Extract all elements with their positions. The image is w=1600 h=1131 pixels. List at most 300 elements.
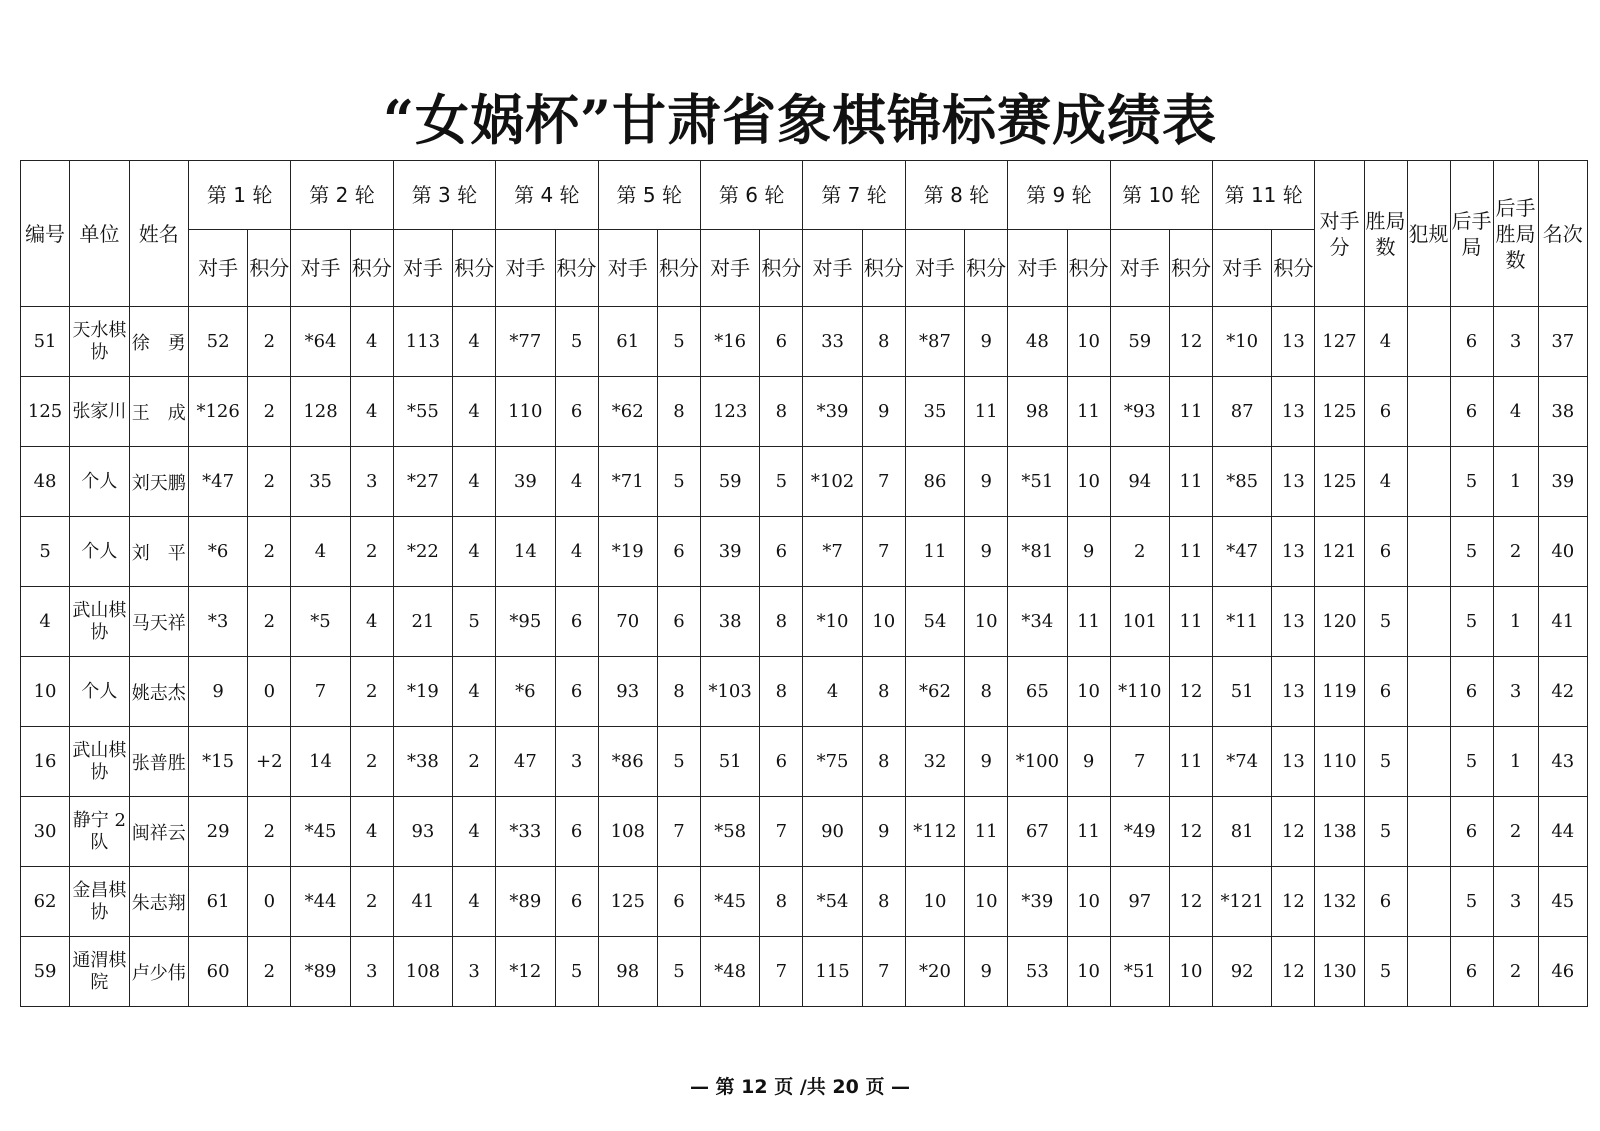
header-points: 积分 bbox=[1169, 230, 1212, 307]
cell-id: 48 bbox=[21, 447, 70, 517]
cell-wins: 6 bbox=[1364, 517, 1407, 587]
cell-points: 9 bbox=[965, 447, 1008, 517]
cell-points: 2 bbox=[248, 307, 291, 377]
cell-id: 30 bbox=[21, 797, 70, 867]
cell-name: 卢少伟 bbox=[129, 937, 188, 1007]
cell-points: 11 bbox=[965, 797, 1008, 867]
cell-black-wins: 2 bbox=[1493, 517, 1538, 587]
cell-points: 9 bbox=[965, 307, 1008, 377]
cell-opponent: *64 bbox=[291, 307, 350, 377]
cell-opponent: *47 bbox=[1212, 517, 1271, 587]
cell-points: 10 bbox=[1067, 657, 1110, 727]
cell-opponent: 14 bbox=[291, 727, 350, 797]
page-title: “女娲杯”甘肃省象棋锦标赛成绩表 bbox=[382, 88, 1218, 152]
cell-black-wins: 3 bbox=[1493, 657, 1538, 727]
cell-black-wins: 1 bbox=[1493, 727, 1538, 797]
cell-opp-score: 121 bbox=[1315, 517, 1364, 587]
cell-opponent: *100 bbox=[1008, 727, 1067, 797]
cell-rank: 43 bbox=[1538, 727, 1587, 797]
cell-points: 4 bbox=[453, 377, 496, 447]
cell-name: 闽祥云 bbox=[129, 797, 188, 867]
cell-opponent: *48 bbox=[700, 937, 759, 1007]
header-opp-score: 对手分 bbox=[1315, 161, 1364, 307]
cell-opponent: 52 bbox=[188, 307, 247, 377]
cell-black-games: 6 bbox=[1450, 307, 1493, 377]
cell-points: 13 bbox=[1272, 377, 1315, 447]
cell-points: 12 bbox=[1169, 657, 1212, 727]
cell-points: 6 bbox=[555, 377, 598, 447]
cell-points: 6 bbox=[657, 517, 700, 587]
cell-points: 2 bbox=[453, 727, 496, 797]
cell-opponent: 59 bbox=[700, 447, 759, 517]
cell-points: 3 bbox=[350, 447, 393, 517]
cell-points: 12 bbox=[1169, 797, 1212, 867]
cell-opp-score: 125 bbox=[1315, 377, 1364, 447]
cell-name: 刘 平 bbox=[129, 517, 188, 587]
cell-rank: 42 bbox=[1538, 657, 1587, 727]
cell-opponent: *22 bbox=[393, 517, 452, 587]
cell-points: 12 bbox=[1272, 867, 1315, 937]
cell-rank: 45 bbox=[1538, 867, 1587, 937]
cell-points: 6 bbox=[657, 587, 700, 657]
cell-points: 13 bbox=[1272, 727, 1315, 797]
cell-opponent: 90 bbox=[803, 797, 862, 867]
header-round: 第 10 轮 bbox=[1110, 161, 1212, 230]
cell-opponent: 4 bbox=[803, 657, 862, 727]
table-row bbox=[21, 517, 1588, 587]
header-opponent: 对手 bbox=[1212, 230, 1271, 307]
cell-opponent: 128 bbox=[291, 377, 350, 447]
cell-points: 11 bbox=[1067, 797, 1110, 867]
header-fouls: 犯规 bbox=[1407, 161, 1450, 307]
cell-opponent: 41 bbox=[393, 867, 452, 937]
cell-opponent: 35 bbox=[905, 377, 964, 447]
cell-rank: 39 bbox=[1538, 447, 1587, 517]
cell-points: 8 bbox=[862, 727, 905, 797]
cell-id: 59 bbox=[21, 937, 70, 1007]
cell-unit: 金昌棋协 bbox=[70, 867, 129, 937]
cell-points: 9 bbox=[862, 377, 905, 447]
cell-name: 刘天鹏 bbox=[129, 447, 188, 517]
cell-opponent: 115 bbox=[803, 937, 862, 1007]
header-points: 积分 bbox=[760, 230, 803, 307]
cell-id: 4 bbox=[21, 587, 70, 657]
cell-black-wins: 1 bbox=[1493, 587, 1538, 657]
cell-points: 7 bbox=[862, 447, 905, 517]
cell-points: 10 bbox=[1067, 937, 1110, 1007]
cell-points: 5 bbox=[555, 307, 598, 377]
cell-points: 11 bbox=[1169, 377, 1212, 447]
cell-opponent: 110 bbox=[496, 377, 555, 447]
cell-points: 8 bbox=[965, 657, 1008, 727]
cell-opponent: 29 bbox=[188, 797, 247, 867]
cell-opponent: *121 bbox=[1212, 867, 1271, 937]
cell-opponent: *102 bbox=[803, 447, 862, 517]
cell-opponent: 125 bbox=[598, 867, 657, 937]
cell-points: 2 bbox=[350, 517, 393, 587]
cell-opponent: *87 bbox=[905, 307, 964, 377]
cell-opponent: 108 bbox=[393, 937, 452, 1007]
cell-opponent: *77 bbox=[496, 307, 555, 377]
cell-opponent: *95 bbox=[496, 587, 555, 657]
cell-points: 7 bbox=[760, 797, 803, 867]
cell-points: 8 bbox=[657, 377, 700, 447]
cell-id: 10 bbox=[21, 657, 70, 727]
cell-unit: 武山棋协 bbox=[70, 727, 129, 797]
cell-points: 10 bbox=[1067, 867, 1110, 937]
table-row bbox=[21, 447, 1588, 517]
cell-opponent: 93 bbox=[393, 797, 452, 867]
cell-points: 3 bbox=[350, 937, 393, 1007]
cell-points: 12 bbox=[1169, 307, 1212, 377]
cell-points: 2 bbox=[350, 657, 393, 727]
cell-opponent: 21 bbox=[393, 587, 452, 657]
cell-opponent: *19 bbox=[393, 657, 452, 727]
cell-points: 4 bbox=[453, 517, 496, 587]
header-black-wins: 后手胜局数 bbox=[1493, 161, 1538, 307]
cell-points: 11 bbox=[1169, 587, 1212, 657]
cell-rank: 44 bbox=[1538, 797, 1587, 867]
header-id: 编号 bbox=[21, 161, 70, 307]
cell-opponent: *19 bbox=[598, 517, 657, 587]
cell-opponent: 2 bbox=[1110, 517, 1169, 587]
cell-points: 11 bbox=[1067, 377, 1110, 447]
header-round: 第 1 轮 bbox=[188, 161, 290, 230]
cell-opp-score: 110 bbox=[1315, 727, 1364, 797]
header-round: 第 7 轮 bbox=[803, 161, 905, 230]
cell-points: 2 bbox=[350, 727, 393, 797]
cell-rank: 37 bbox=[1538, 307, 1587, 377]
cell-points: 12 bbox=[1272, 797, 1315, 867]
cell-points: 2 bbox=[248, 377, 291, 447]
cell-opponent: *93 bbox=[1110, 377, 1169, 447]
cell-opponent: *45 bbox=[291, 797, 350, 867]
cell-opponent: *75 bbox=[803, 727, 862, 797]
cell-points: 8 bbox=[862, 867, 905, 937]
header-opponent: 对手 bbox=[1008, 230, 1067, 307]
cell-fouls bbox=[1407, 307, 1450, 377]
cell-black-games: 5 bbox=[1450, 587, 1493, 657]
cell-opponent: 7 bbox=[291, 657, 350, 727]
cell-fouls bbox=[1407, 797, 1450, 867]
cell-id: 125 bbox=[21, 377, 70, 447]
header-opponent: 对手 bbox=[803, 230, 862, 307]
cell-opponent: *44 bbox=[291, 867, 350, 937]
cell-wins: 5 bbox=[1364, 937, 1407, 1007]
cell-points: 4 bbox=[453, 307, 496, 377]
cell-points: 5 bbox=[453, 587, 496, 657]
cell-opponent: 10 bbox=[905, 867, 964, 937]
cell-points: 10 bbox=[965, 587, 1008, 657]
cell-points: 3 bbox=[555, 727, 598, 797]
header-black-games: 后手局 bbox=[1450, 161, 1493, 307]
header-opponent: 对手 bbox=[905, 230, 964, 307]
header-points: 积分 bbox=[1272, 230, 1315, 307]
cell-wins: 5 bbox=[1364, 727, 1407, 797]
cell-opponent: 48 bbox=[1008, 307, 1067, 377]
cell-wins: 6 bbox=[1364, 377, 1407, 447]
cell-opponent: 67 bbox=[1008, 797, 1067, 867]
cell-points: 8 bbox=[760, 587, 803, 657]
cell-black-games: 6 bbox=[1450, 797, 1493, 867]
cell-name: 徐 勇 bbox=[129, 307, 188, 377]
cell-points: 11 bbox=[1169, 447, 1212, 517]
cell-points: 11 bbox=[1169, 727, 1212, 797]
cell-unit: 个人 bbox=[70, 447, 129, 517]
cell-name: 姚志杰 bbox=[129, 657, 188, 727]
header-rank: 名次 bbox=[1538, 161, 1587, 307]
cell-points: 10 bbox=[965, 867, 1008, 937]
cell-points: 4 bbox=[453, 447, 496, 517]
cell-name: 马天祥 bbox=[129, 587, 188, 657]
cell-opp-score: 125 bbox=[1315, 447, 1364, 517]
cell-opponent: *112 bbox=[905, 797, 964, 867]
cell-opponent: *27 bbox=[393, 447, 452, 517]
cell-points: 4 bbox=[453, 657, 496, 727]
header-opponent: 对手 bbox=[700, 230, 759, 307]
cell-opponent: 14 bbox=[496, 517, 555, 587]
cell-wins: 4 bbox=[1364, 447, 1407, 517]
header-round: 第 2 轮 bbox=[291, 161, 393, 230]
cell-points: 5 bbox=[760, 447, 803, 517]
cell-opponent: 98 bbox=[598, 937, 657, 1007]
cell-unit: 通渭棋院 bbox=[70, 937, 129, 1007]
cell-points: 9 bbox=[862, 797, 905, 867]
cell-opponent: 108 bbox=[598, 797, 657, 867]
cell-points: 10 bbox=[1169, 937, 1212, 1007]
cell-points: 2 bbox=[248, 447, 291, 517]
cell-opponent: 70 bbox=[598, 587, 657, 657]
header-points: 积分 bbox=[453, 230, 496, 307]
cell-points: 6 bbox=[555, 657, 598, 727]
cell-points: 8 bbox=[760, 657, 803, 727]
table-row bbox=[21, 377, 1588, 447]
cell-opponent: *6 bbox=[496, 657, 555, 727]
cell-id: 51 bbox=[21, 307, 70, 377]
cell-opponent: 93 bbox=[598, 657, 657, 727]
cell-points: 10 bbox=[1067, 307, 1110, 377]
cell-unit: 张家川 bbox=[70, 377, 129, 447]
cell-opponent: 38 bbox=[700, 587, 759, 657]
cell-points: 7 bbox=[862, 937, 905, 1007]
cell-points: 6 bbox=[657, 867, 700, 937]
cell-points: 2 bbox=[248, 587, 291, 657]
cell-opponent: 7 bbox=[1110, 727, 1169, 797]
cell-opponent: *47 bbox=[188, 447, 247, 517]
cell-black-wins: 3 bbox=[1493, 867, 1538, 937]
cell-opponent: 61 bbox=[188, 867, 247, 937]
cell-points: 11 bbox=[965, 377, 1008, 447]
table-row bbox=[21, 867, 1588, 937]
cell-points: 5 bbox=[657, 447, 700, 517]
cell-fouls bbox=[1407, 517, 1450, 587]
cell-opp-score: 119 bbox=[1315, 657, 1364, 727]
header-points: 积分 bbox=[350, 230, 393, 307]
cell-opponent: *85 bbox=[1212, 447, 1271, 517]
cell-rank: 46 bbox=[1538, 937, 1587, 1007]
header-points: 积分 bbox=[862, 230, 905, 307]
cell-opponent: *38 bbox=[393, 727, 452, 797]
cell-points: 9 bbox=[965, 727, 1008, 797]
cell-points: 13 bbox=[1272, 517, 1315, 587]
table-row bbox=[21, 937, 1588, 1007]
cell-opponent: *45 bbox=[700, 867, 759, 937]
cell-black-games: 5 bbox=[1450, 447, 1493, 517]
cell-wins: 4 bbox=[1364, 307, 1407, 377]
table-row bbox=[21, 587, 1588, 657]
cell-opponent: 81 bbox=[1212, 797, 1271, 867]
cell-opponent: *55 bbox=[393, 377, 452, 447]
cell-opponent: *34 bbox=[1008, 587, 1067, 657]
cell-opponent: 59 bbox=[1110, 307, 1169, 377]
cell-opponent: 113 bbox=[393, 307, 452, 377]
cell-points: 3 bbox=[453, 937, 496, 1007]
results-table bbox=[20, 160, 1588, 1007]
cell-opponent: *15 bbox=[188, 727, 247, 797]
cell-opponent: 32 bbox=[905, 727, 964, 797]
cell-name: 张普胜 bbox=[129, 727, 188, 797]
cell-black-wins: 2 bbox=[1493, 937, 1538, 1007]
cell-black-wins: 2 bbox=[1493, 797, 1538, 867]
header-round: 第 5 轮 bbox=[598, 161, 700, 230]
cell-points: 9 bbox=[1067, 517, 1110, 587]
cell-opponent: *71 bbox=[598, 447, 657, 517]
header-points: 积分 bbox=[555, 230, 598, 307]
cell-opponent: *58 bbox=[700, 797, 759, 867]
cell-opponent: 51 bbox=[1212, 657, 1271, 727]
cell-black-games: 5 bbox=[1450, 517, 1493, 587]
cell-opponent: *39 bbox=[1008, 867, 1067, 937]
cell-fouls bbox=[1407, 867, 1450, 937]
cell-opponent: 92 bbox=[1212, 937, 1271, 1007]
cell-opponent: 39 bbox=[700, 517, 759, 587]
cell-points: 7 bbox=[657, 797, 700, 867]
cell-rank: 38 bbox=[1538, 377, 1587, 447]
cell-points: 4 bbox=[350, 307, 393, 377]
cell-fouls bbox=[1407, 447, 1450, 517]
cell-opponent: 35 bbox=[291, 447, 350, 517]
cell-points: 13 bbox=[1272, 447, 1315, 517]
cell-points: 6 bbox=[555, 587, 598, 657]
cell-opponent: 47 bbox=[496, 727, 555, 797]
cell-opponent: *33 bbox=[496, 797, 555, 867]
cell-opponent: *103 bbox=[700, 657, 759, 727]
cell-points: 8 bbox=[760, 377, 803, 447]
cell-black-games: 6 bbox=[1450, 937, 1493, 1007]
cell-points: 0 bbox=[248, 867, 291, 937]
cell-opponent: 101 bbox=[1110, 587, 1169, 657]
cell-opp-score: 138 bbox=[1315, 797, 1364, 867]
cell-unit: 个人 bbox=[70, 657, 129, 727]
cell-opponent: 94 bbox=[1110, 447, 1169, 517]
header-points: 积分 bbox=[248, 230, 291, 307]
cell-points: 5 bbox=[555, 937, 598, 1007]
cell-opponent: 9 bbox=[188, 657, 247, 727]
cell-points: 9 bbox=[1067, 727, 1110, 797]
table-row bbox=[21, 797, 1588, 867]
header-round: 第 3 轮 bbox=[393, 161, 495, 230]
cell-opponent: *110 bbox=[1110, 657, 1169, 727]
cell-opponent: 39 bbox=[496, 447, 555, 517]
cell-opponent: 98 bbox=[1008, 377, 1067, 447]
cell-points: 4 bbox=[350, 377, 393, 447]
header-round: 第 4 轮 bbox=[496, 161, 598, 230]
cell-rank: 41 bbox=[1538, 587, 1587, 657]
cell-opponent: 123 bbox=[700, 377, 759, 447]
cell-name: 王 成 bbox=[129, 377, 188, 447]
cell-points: 6 bbox=[555, 867, 598, 937]
cell-black-wins: 1 bbox=[1493, 447, 1538, 517]
cell-opponent: *74 bbox=[1212, 727, 1271, 797]
cell-name: 朱志翔 bbox=[129, 867, 188, 937]
cell-opp-score: 127 bbox=[1315, 307, 1364, 377]
cell-opponent: *12 bbox=[496, 937, 555, 1007]
table-row bbox=[21, 727, 1588, 797]
cell-unit: 个人 bbox=[70, 517, 129, 587]
cell-points: 13 bbox=[1272, 307, 1315, 377]
cell-opponent: 86 bbox=[905, 447, 964, 517]
cell-black-wins: 3 bbox=[1493, 307, 1538, 377]
cell-points: 11 bbox=[1067, 587, 1110, 657]
cell-points: 12 bbox=[1272, 937, 1315, 1007]
cell-opp-score: 130 bbox=[1315, 937, 1364, 1007]
cell-opp-score: 132 bbox=[1315, 867, 1364, 937]
cell-points: 4 bbox=[555, 447, 598, 517]
cell-points: 6 bbox=[555, 797, 598, 867]
cell-points: 10 bbox=[1067, 447, 1110, 517]
cell-opponent: *51 bbox=[1110, 937, 1169, 1007]
cell-opponent: *89 bbox=[496, 867, 555, 937]
page-footer: — 第 12 页 /共 20 页 — bbox=[689, 1076, 911, 1098]
cell-opponent: *3 bbox=[188, 587, 247, 657]
header-points: 积分 bbox=[657, 230, 700, 307]
cell-points: 12 bbox=[1169, 867, 1212, 937]
cell-points: 4 bbox=[350, 587, 393, 657]
header-opponent: 对手 bbox=[496, 230, 555, 307]
cell-points: 2 bbox=[248, 797, 291, 867]
cell-opponent: 11 bbox=[905, 517, 964, 587]
cell-points: 7 bbox=[862, 517, 905, 587]
cell-opponent: 65 bbox=[1008, 657, 1067, 727]
cell-opponent: *10 bbox=[803, 587, 862, 657]
cell-opponent: 4 bbox=[291, 517, 350, 587]
cell-opponent: *51 bbox=[1008, 447, 1067, 517]
cell-opponent: 53 bbox=[1008, 937, 1067, 1007]
cell-opponent: *20 bbox=[905, 937, 964, 1007]
cell-opponent: 60 bbox=[188, 937, 247, 1007]
cell-points: +2 bbox=[248, 727, 291, 797]
cell-wins: 6 bbox=[1364, 657, 1407, 727]
cell-id: 16 bbox=[21, 727, 70, 797]
header-points: 积分 bbox=[1067, 230, 1110, 307]
cell-points: 5 bbox=[657, 727, 700, 797]
cell-unit: 静宁 2 队 bbox=[70, 797, 129, 867]
cell-wins: 6 bbox=[1364, 867, 1407, 937]
cell-points: 5 bbox=[657, 307, 700, 377]
cell-wins: 5 bbox=[1364, 587, 1407, 657]
header-opponent: 对手 bbox=[598, 230, 657, 307]
cell-opponent: *5 bbox=[291, 587, 350, 657]
cell-opponent: 33 bbox=[803, 307, 862, 377]
table-row bbox=[21, 657, 1588, 727]
header-round: 第 9 轮 bbox=[1008, 161, 1110, 230]
cell-points: 9 bbox=[965, 517, 1008, 587]
cell-points: 6 bbox=[760, 517, 803, 587]
cell-points: 10 bbox=[862, 587, 905, 657]
cell-fouls bbox=[1407, 657, 1450, 727]
cell-points: 6 bbox=[760, 307, 803, 377]
cell-fouls bbox=[1407, 587, 1450, 657]
